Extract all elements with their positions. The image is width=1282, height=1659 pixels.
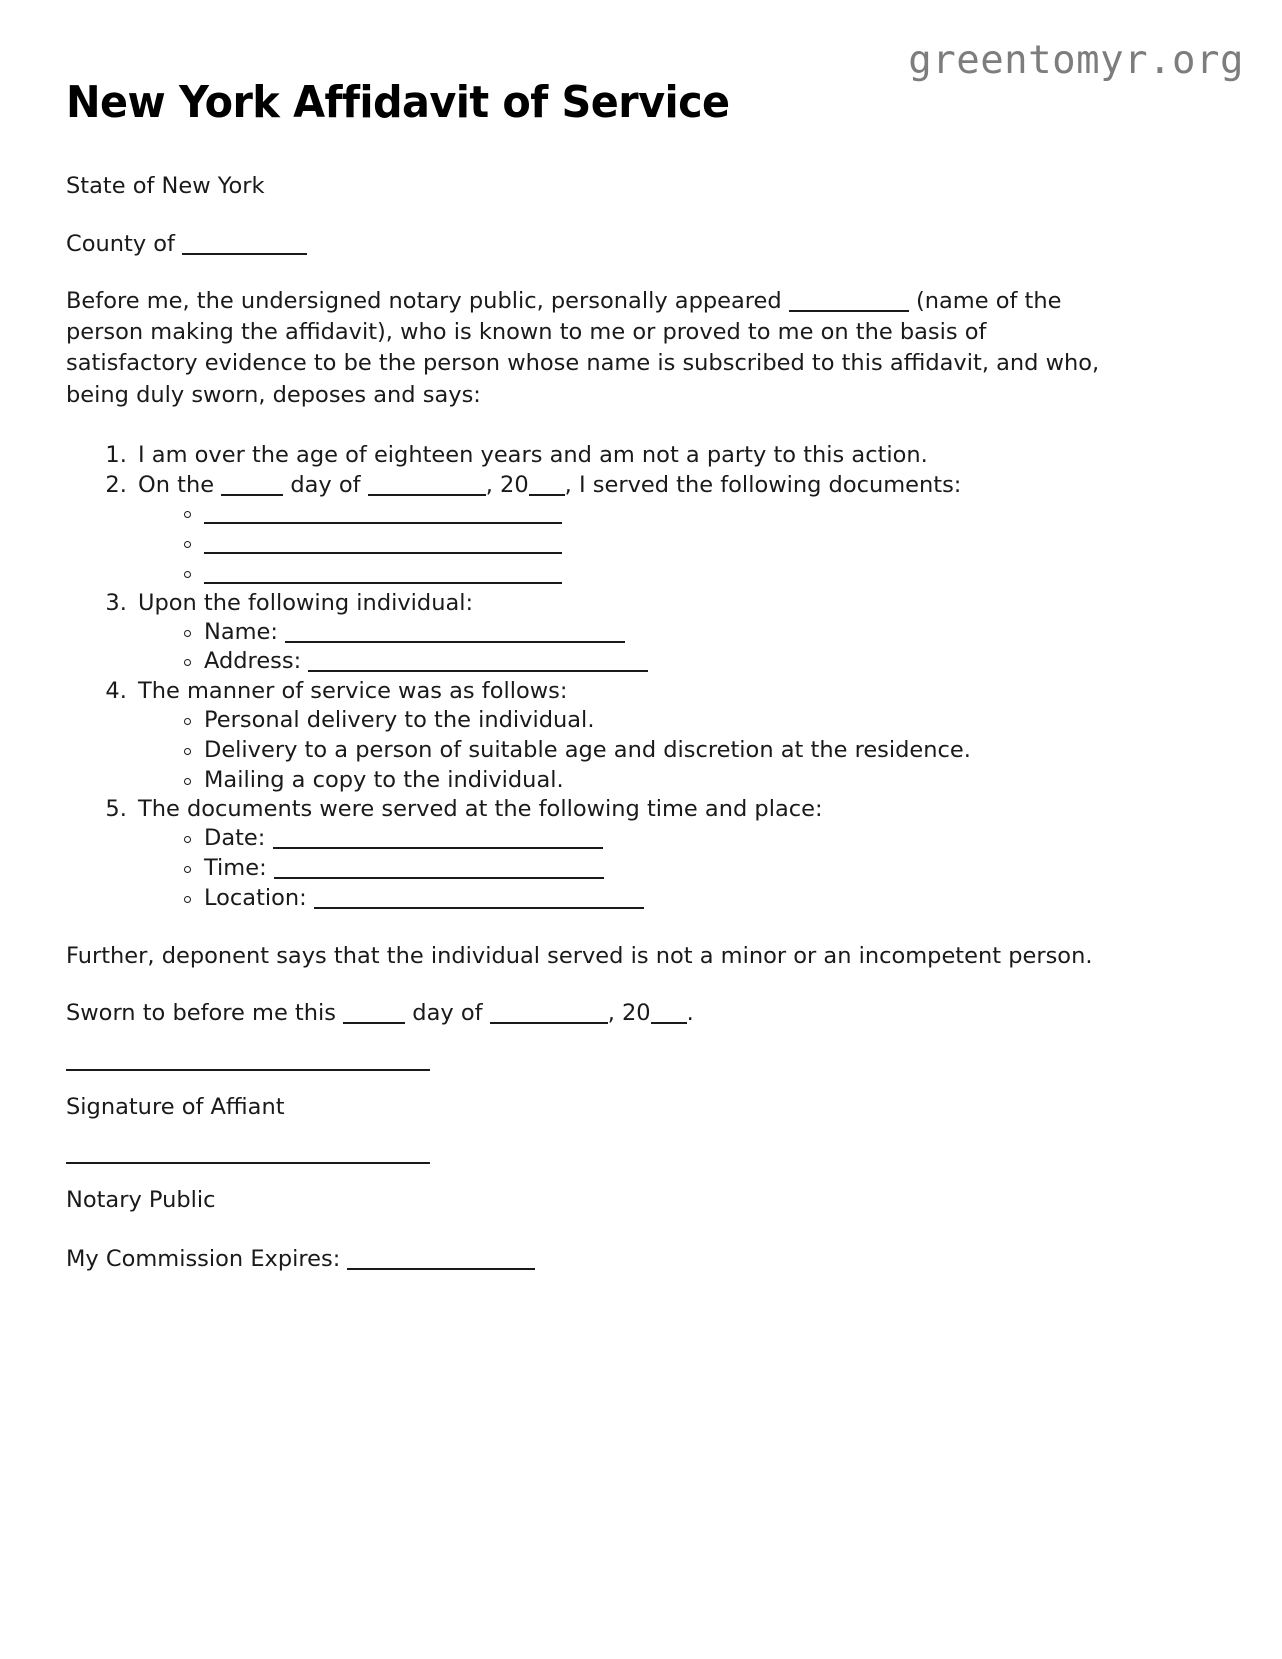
county-label: County of [66,230,183,257]
document-line-3-blank[interactable] [204,568,562,584]
list-item-4 [134,677,1174,794]
manner-option-mailing: Mailing a copy to the individual. [204,766,564,793]
list-item [182,559,1174,588]
sworn-text-b: day of [405,999,490,1026]
site-watermark: greentomyr.org [908,38,1244,83]
individual-details-list [138,618,1174,677]
affidavit-statements-list [66,441,1174,913]
service-day-blank[interactable] [221,480,283,496]
time-label: Time: [204,855,274,882]
item-1-text: I am over the age of eighteen years and am not a party to this action. [138,441,928,468]
list-item [182,647,1174,676]
list-item [182,706,1174,735]
sworn-text-a: Sworn to before me this [66,999,344,1026]
county-blank[interactable] [182,239,307,255]
service-manner-list [138,706,1174,794]
item-5-text: The documents were served at the following time and place: [138,796,823,823]
item-2-text-b: day of [283,471,368,498]
list-item [182,766,1174,795]
list-item [182,499,1174,528]
affiant-signature-label: Signature of Affiant [66,1094,285,1121]
manner-option-personal-delivery: Personal delivery to the individual. [204,707,595,734]
item-2-text-a: On the [138,471,222,498]
list-item-2 [134,471,1174,588]
individual-address-blank[interactable] [308,656,648,672]
documents-served-list [138,499,1174,587]
individual-name-blank[interactable] [285,627,625,643]
county-line [66,229,1121,260]
affiant-signature-line[interactable] [66,1069,430,1071]
item-2-text-c: , 20 [485,471,529,498]
document-line-2-blank[interactable] [204,538,562,554]
item-2-text-d: , I served the following documents: [564,471,962,498]
location-label: Location: [204,884,314,911]
list-item [182,529,1174,558]
further-statement: Further, deponent says that the individual served is not a minor or an incompetent person. [66,942,1093,969]
address-label: Address: [204,648,309,675]
notary-signature-line[interactable] [66,1162,430,1164]
list-item [182,618,1174,647]
intro-paragraph [66,286,1121,411]
sworn-text-d: . [686,999,694,1026]
state-line: State of New York [66,173,265,200]
time-place-list [138,824,1174,912]
service-month-blank[interactable] [368,480,486,496]
affiant-name-blank[interactable] [789,296,909,312]
name-label: Name: [204,618,286,645]
intro-text-after: (name of the person making the affidavit), who is known to me or proved to me on the basis of satisfactory evidence to be the person whose name is subscribed to this affidavit, and who, being duly sworn, deposes and says: [66,287,1100,408]
item-3-text: Upon the following individual: [138,589,474,616]
list-item [182,736,1174,765]
service-location-blank[interactable] [314,893,644,909]
bottom-spacer [66,1272,1174,1572]
sworn-statement [66,998,1121,1029]
page-title: New York Affidavit of Service [66,77,730,128]
commission-expiry-line [66,1246,1174,1272]
list-item [182,854,1174,883]
sworn-month-blank[interactable] [490,1008,608,1024]
sworn-day-blank[interactable] [343,1008,405,1024]
document-line-1-blank[interactable] [204,508,562,524]
commission-expiry-label: My Commission Expires: [66,1245,348,1272]
sworn-year-blank[interactable] [651,1008,687,1024]
list-item-3 [134,589,1174,676]
service-date-blank[interactable] [273,833,603,849]
item-4-text: The manner of service was as follows: [138,678,568,705]
service-time-blank[interactable] [274,863,604,879]
list-item-5 [134,795,1174,912]
notary-public-label: Notary Public [66,1187,216,1214]
intro-text-before: Before me, the undersigned notary public, personally appeared [66,287,789,314]
date-label: Date: [204,825,273,852]
list-item [182,884,1174,913]
sworn-text-c: , 20 [607,999,651,1026]
list-item [182,824,1174,853]
list-item-1 [134,441,1174,470]
service-year-blank[interactable] [529,480,565,496]
manner-option-suitable-age: Delivery to a person of suitable age and discretion at the residence. [204,736,971,763]
commission-expiry-blank[interactable] [347,1254,535,1270]
